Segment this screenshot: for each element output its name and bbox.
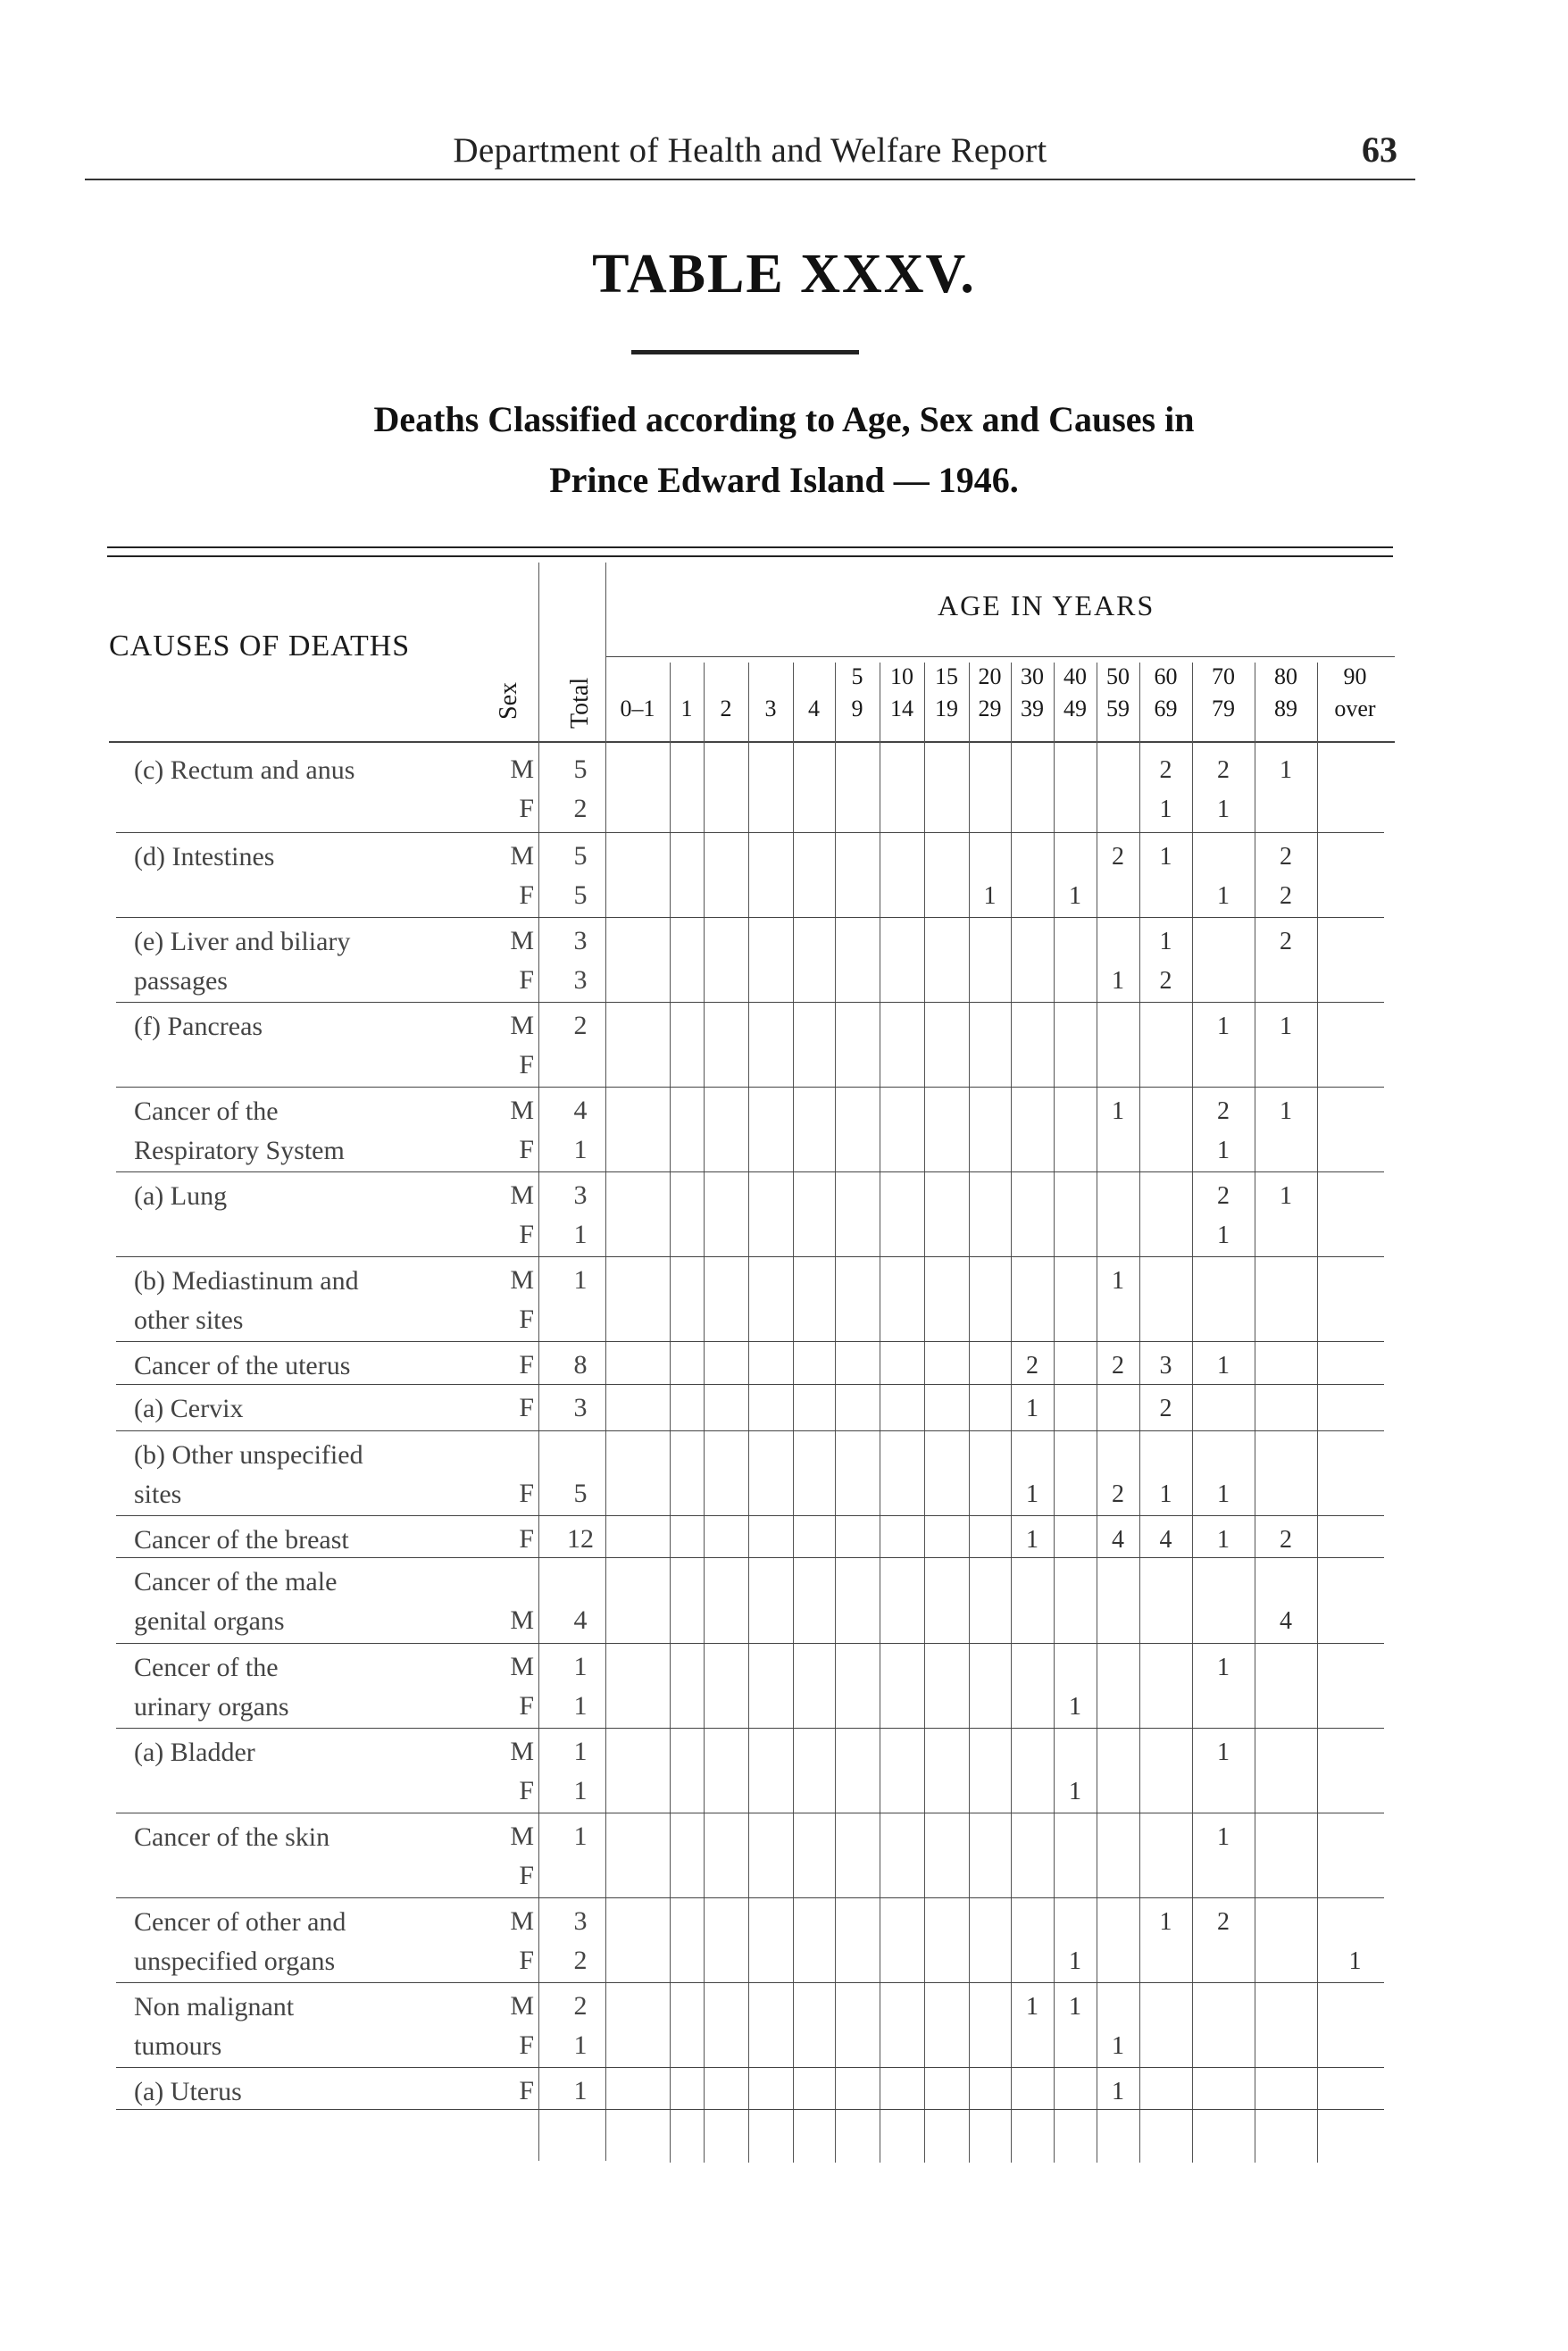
age-column-divider — [924, 663, 925, 2163]
row-separator — [116, 1643, 1384, 1644]
age-cell-value: 1 — [1069, 1993, 1081, 2021]
age-cell-value: 1 — [1217, 1352, 1230, 1380]
total-value: 1 — [573, 1822, 588, 1851]
age-cell-value: 3 — [1159, 1352, 1172, 1380]
sex-value: F — [519, 1946, 534, 1975]
cause-label-continued: tumours — [134, 2031, 222, 2061]
table-top-rule-inner — [107, 555, 1393, 557]
age-column-header — [1097, 661, 1139, 725]
age-column-divider — [835, 663, 836, 2163]
cause-label-continued: sites — [134, 1480, 182, 1509]
age-cell-value: 2 — [1280, 928, 1292, 955]
age-column-header-bottom: 4 — [808, 696, 820, 721]
column-header-sex: Sex — [495, 682, 522, 720]
cause-label-continued: genital organs — [134, 1606, 285, 1636]
sex-value: M — [510, 1180, 534, 1210]
age-cell-value: 1 — [1026, 1526, 1038, 1554]
total-value: 5 — [573, 841, 588, 871]
age-cell-value: 1 — [1217, 1654, 1230, 1681]
cause-label-continued: unspecified organs — [134, 1947, 336, 1976]
age-column-divider — [704, 663, 705, 2163]
total-value: 5 — [573, 880, 588, 910]
age-column-header-bottom: 1 — [680, 696, 693, 721]
age-cell-value: 1 — [1112, 1267, 1124, 1295]
age-column-header-top: 50 — [1106, 663, 1130, 689]
age-column-header-top: 90 — [1343, 663, 1367, 689]
age-column-header-top: 20 — [978, 663, 1002, 689]
total-value: 1 — [573, 1691, 588, 1721]
age-column-header — [1317, 661, 1393, 725]
sex-value: M — [510, 1605, 534, 1635]
age-column-header-top: 10 — [890, 663, 913, 689]
total-value: 1 — [573, 1737, 588, 1766]
age-cell-value: 1 — [1280, 1013, 1292, 1040]
age-column-header-top — [748, 661, 793, 693]
total-value: 1 — [573, 1135, 588, 1164]
age-cell-value: 1 — [1026, 1993, 1038, 2021]
age-column-header-bottom: over — [1334, 696, 1376, 721]
total-value: 1 — [573, 1220, 588, 1249]
age-column-header — [793, 661, 835, 725]
sex-value: F — [519, 1050, 534, 1080]
age-column-header — [924, 661, 969, 725]
cause-label: Cancer of the breast — [134, 1525, 349, 1555]
row-separator — [116, 917, 1384, 918]
age-cell-value: 1 — [1112, 2078, 1124, 2105]
age-cell-value: 2 — [1112, 843, 1124, 871]
row-separator — [116, 1341, 1384, 1342]
age-column-header-bottom: 2 — [720, 696, 732, 721]
table-number: TABLE XXXV. — [592, 244, 976, 304]
age-column-header-top — [605, 661, 670, 693]
age-column-header — [835, 661, 880, 725]
age-cell-value: 2 — [1280, 882, 1292, 910]
row-separator — [116, 2067, 1384, 2068]
column-header-total: Total — [566, 677, 594, 729]
age-cell-value: 1 — [1217, 1480, 1230, 1508]
cause-label: (b) Other unspecified — [134, 1440, 363, 1470]
age-cell-value: 1 — [1069, 1947, 1081, 1975]
total-value: 5 — [573, 1479, 588, 1508]
row-separator — [116, 1515, 1384, 1516]
age-column-header — [1192, 661, 1255, 725]
sex-value: M — [510, 841, 534, 871]
row-separator — [116, 1256, 1384, 1257]
cause-label-continued: urinary organs — [134, 1692, 289, 1722]
sex-value: F — [519, 2076, 534, 2105]
age-cell-value: 1 — [1112, 2032, 1124, 2060]
cause-label: Cencer of other and — [134, 1907, 346, 1937]
row-separator — [116, 1982, 1384, 1983]
cause-label: (e) Liver and biliary — [134, 927, 351, 956]
cause-label-continued: passages — [134, 966, 228, 996]
age-column-divider — [793, 663, 794, 2163]
age-cell-value: 2 — [1112, 1352, 1124, 1380]
age-column-header-top — [793, 661, 835, 693]
age-column-header-top: 60 — [1154, 663, 1178, 689]
age-cell-value: 2 — [1112, 1480, 1124, 1508]
header-bottom-rule — [109, 741, 1395, 743]
sex-value: F — [519, 794, 534, 823]
age-cell-value: 2 — [1217, 756, 1230, 784]
age-column-header-bottom: 0–1 — [620, 696, 655, 721]
total-value: 5 — [573, 754, 588, 784]
age-column-header — [1054, 661, 1097, 725]
age-cell-value: 2 — [1159, 1395, 1172, 1422]
age-cell-value: 1 — [1217, 1823, 1230, 1851]
row-separator — [116, 2109, 1384, 2110]
age-cell-value: 1 — [1217, 882, 1230, 910]
cause-label-continued: other sites — [134, 1305, 244, 1335]
sex-value: F — [519, 1861, 534, 1890]
age-cell-value: 1 — [1217, 1137, 1230, 1164]
age-cell-value: 1 — [1159, 843, 1172, 871]
age-column-header — [880, 661, 924, 725]
sex-value: F — [519, 1691, 534, 1721]
cause-label: Cancer of the uterus — [134, 1351, 351, 1380]
age-cell-value: 2 — [1026, 1352, 1038, 1380]
sex-value: M — [510, 1011, 534, 1040]
title-rule — [631, 350, 859, 354]
sex-value: M — [510, 1737, 534, 1766]
age-column-header — [704, 661, 748, 725]
age-cell-value: 1 — [1069, 882, 1081, 910]
age-cell-value: 1 — [1348, 1947, 1362, 1975]
age-cell-value: 1 — [1069, 1693, 1081, 1721]
age-cell-value: 1 — [1026, 1395, 1038, 1422]
age-column-header-bottom: 3 — [764, 696, 777, 721]
age-cell-value: 4 — [1112, 1526, 1124, 1554]
age-cell-value: 2 — [1159, 967, 1172, 995]
sex-value: F — [519, 1479, 534, 1508]
total-column-divider — [605, 563, 606, 2161]
age-column-header-top — [670, 661, 704, 693]
age-cell-value: 1 — [1280, 756, 1292, 784]
cause-label: (c) Rectum and anus — [134, 755, 355, 785]
sex-value: M — [510, 1822, 534, 1851]
age-cell-value: 2 — [1280, 1526, 1292, 1554]
age-column-header-bottom: 29 — [978, 696, 1002, 721]
sex-value: M — [510, 1906, 534, 1936]
total-value: 3 — [573, 926, 588, 955]
age-cell-value: 2 — [1280, 843, 1292, 871]
total-value: 4 — [573, 1605, 588, 1635]
sex-value: F — [519, 1135, 534, 1164]
row-separator — [116, 1557, 1384, 1558]
age-column-header — [605, 661, 670, 725]
total-value: 2 — [573, 1011, 588, 1040]
age-cell-value: 2 — [1217, 1182, 1230, 1210]
age-column-header-bottom: 9 — [851, 696, 863, 721]
total-value: 1 — [573, 2076, 588, 2105]
age-column-header-bottom: 19 — [935, 696, 958, 721]
sex-value: F — [519, 2030, 534, 2060]
age-column-header-bottom: 79 — [1212, 696, 1235, 721]
age-cell-value: 2 — [1159, 756, 1172, 784]
total-value: 1 — [573, 2030, 588, 2060]
age-column-header-top: 15 — [935, 663, 958, 689]
age-column-header — [1011, 661, 1054, 725]
total-value: 12 — [567, 1524, 594, 1554]
total-value: 8 — [573, 1350, 588, 1380]
row-separator — [116, 1002, 1384, 1003]
age-cell-value: 1 — [1159, 1908, 1172, 1936]
age-cell-value: 1 — [1217, 1738, 1230, 1766]
total-value: 3 — [573, 1906, 588, 1936]
cause-label: Cancer of the male — [134, 1567, 338, 1597]
cause-label: (a) Cervix — [134, 1394, 244, 1423]
sex-value: F — [519, 1393, 534, 1422]
total-value: 2 — [573, 1946, 588, 1975]
cause-label: (f) Pancreas — [134, 1012, 263, 1041]
age-cell-value: 4 — [1159, 1526, 1172, 1554]
sex-column-divider — [538, 563, 539, 2161]
row-separator — [116, 1087, 1384, 1088]
age-column-header-bottom: 69 — [1154, 696, 1178, 721]
total-value: 4 — [573, 1096, 588, 1125]
sex-value: M — [510, 926, 534, 955]
age-cell-value: 1 — [1112, 1097, 1124, 1125]
age-column-header-bottom: 89 — [1274, 696, 1297, 721]
row-separator — [116, 1384, 1384, 1385]
age-cell-value: 1 — [1159, 1480, 1172, 1508]
age-cell-value: 1 — [1112, 967, 1124, 995]
age-cell-value: 2 — [1217, 1908, 1230, 1936]
row-separator — [116, 832, 1384, 833]
cause-label: (d) Intestines — [134, 842, 275, 871]
sex-value: F — [519, 1305, 534, 1334]
age-column-header — [748, 661, 793, 725]
table-subtitle-line1: Deaths Classified according to Age, Sex and Causes in — [373, 399, 1195, 439]
sex-value: M — [510, 754, 534, 784]
age-cell-value: 1 — [1159, 928, 1172, 955]
total-value: 1 — [573, 1776, 588, 1805]
age-column-header-top: 80 — [1274, 663, 1297, 689]
sex-value: F — [519, 965, 534, 995]
age-column-divider — [748, 663, 749, 2163]
age-column-divider — [1317, 663, 1318, 2163]
sex-value: M — [510, 1096, 534, 1125]
age-column-header-bottom: 39 — [1021, 696, 1044, 721]
cause-label: Cencer of the — [134, 1653, 279, 1682]
column-header-age-in-years: AGE IN YEARS — [938, 589, 1155, 621]
age-cell-value: 1 — [1217, 1221, 1230, 1249]
age-column-divider — [670, 663, 671, 2163]
row-separator — [116, 1430, 1384, 1431]
age-column-header-top: 70 — [1212, 663, 1235, 689]
age-cell-value: 4 — [1280, 1607, 1292, 1635]
sex-value: M — [510, 1265, 534, 1295]
age-column-header — [670, 661, 704, 725]
age-cell-value: 1 — [1217, 1526, 1230, 1554]
sex-value: F — [519, 1776, 534, 1805]
table-top-rule — [107, 546, 1393, 548]
total-value: 3 — [573, 1393, 588, 1422]
age-column-header — [1255, 661, 1317, 725]
age-column-header-top: 40 — [1063, 663, 1087, 689]
row-separator — [116, 1728, 1384, 1729]
sex-value: M — [510, 1991, 534, 2021]
cause-label: (a) Uterus — [134, 2077, 242, 2106]
cause-label: (a) Bladder — [134, 1738, 255, 1767]
cause-label-continued: Respiratory System — [134, 1136, 345, 1165]
age-column-header-top: 5 — [851, 663, 863, 689]
cause-label: Cancer of the skin — [134, 1822, 330, 1852]
column-header-causes: CAUSES OF DEATHS — [109, 629, 411, 663]
cause-label: (a) Lung — [134, 1181, 228, 1211]
age-cell-value: 1 — [1069, 1778, 1081, 1805]
sex-value: F — [519, 1220, 534, 1249]
sex-value: F — [519, 1524, 534, 1554]
age-column-header-top — [704, 661, 748, 693]
age-column-header-top: 30 — [1021, 663, 1044, 689]
age-column-header-bottom: 59 — [1106, 696, 1130, 721]
total-value: 1 — [573, 1652, 588, 1681]
total-value: 3 — [573, 965, 588, 995]
age-cell-value: 2 — [1217, 1097, 1230, 1125]
running-header — [85, 123, 1415, 180]
running-title: Department of Health and Welfare Report — [453, 131, 1047, 170]
total-value: 1 — [573, 1265, 588, 1295]
age-cell-value: 1 — [1159, 796, 1172, 823]
age-cell-value: 1 — [1280, 1182, 1292, 1210]
total-value: 2 — [573, 794, 588, 823]
row-separator — [116, 1897, 1384, 1898]
age-cell-value: 1 — [1217, 796, 1230, 823]
total-value: 3 — [573, 1180, 588, 1210]
sex-value: M — [510, 1652, 534, 1681]
age-cell-value: 1 — [1280, 1097, 1292, 1125]
sex-value: F — [519, 1350, 534, 1380]
cause-label: Cancer of the — [134, 1096, 279, 1126]
age-cell-value: 1 — [983, 882, 997, 910]
page-number: 63 — [1362, 129, 1397, 170]
row-separator — [116, 1171, 1384, 1172]
total-value: 2 — [573, 1991, 588, 2021]
age-column-header-bottom: 14 — [890, 696, 913, 721]
age-column-header — [1139, 661, 1192, 725]
age-column-header — [969, 661, 1011, 725]
cause-label: Non malignant — [134, 1992, 295, 2022]
sex-value: F — [519, 880, 534, 910]
age-cell-value: 1 — [1026, 1480, 1038, 1508]
age-cell-value: 1 — [1217, 1013, 1230, 1040]
cause-label: (b) Mediastinum and — [134, 1266, 359, 1296]
age-subheader-rule — [605, 656, 1395, 657]
table-subtitle-line2: Prince Edward Island — 1946. — [549, 460, 1019, 500]
age-column-header-bottom: 49 — [1063, 696, 1087, 721]
